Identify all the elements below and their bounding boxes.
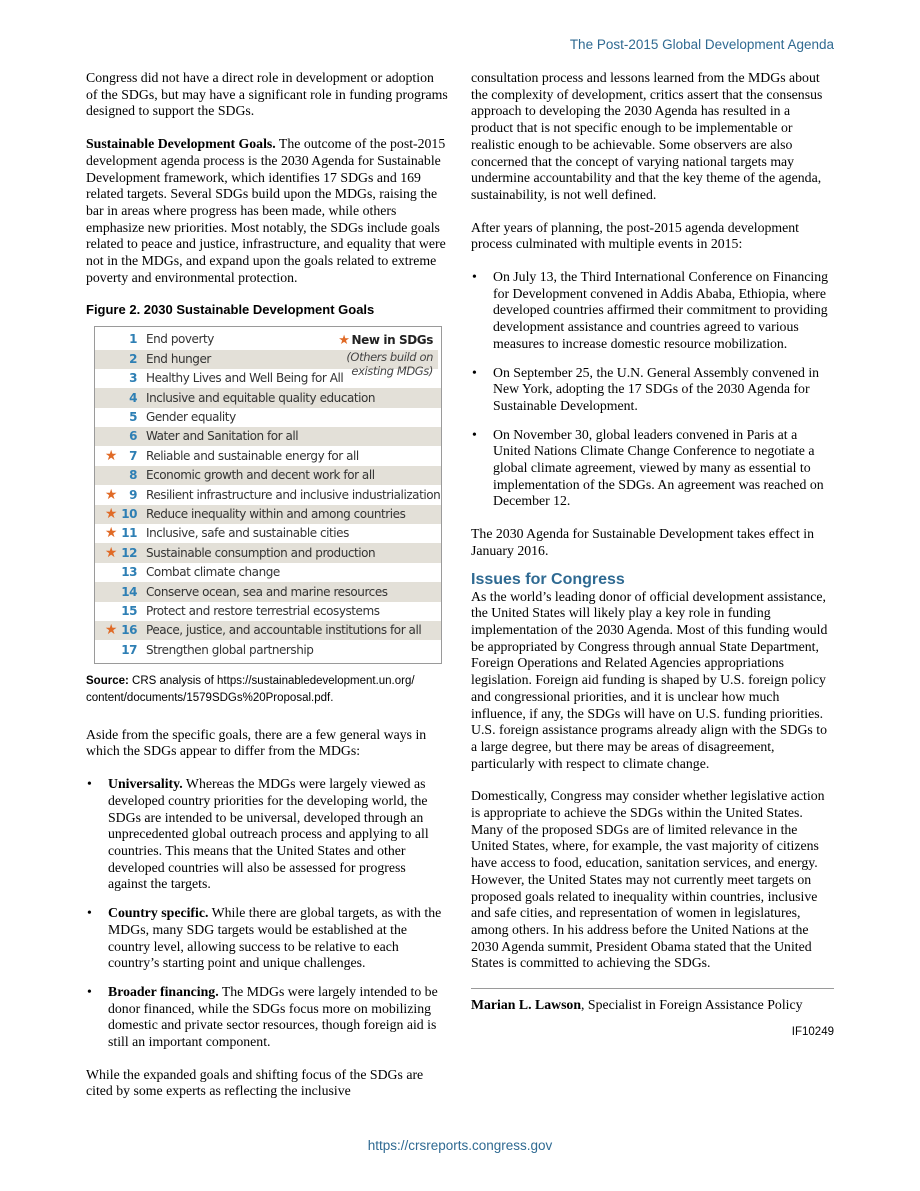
- legend-note-line: existing MDGs): [351, 363, 433, 378]
- goal-number: 14: [121, 584, 137, 599]
- goal-label: Gender equality: [146, 410, 236, 425]
- goal-number: 10: [121, 507, 137, 521]
- sdg-goal-row: [95, 543, 441, 562]
- bullet-dot-icon: •: [87, 983, 92, 999]
- legend-title: [338, 332, 433, 350]
- list-item-text: While there are global targets, as with the MDGs, many SDG targets would be established at the country level, allowing success to be relative to each country’s starting point and unique challenges.: [108, 905, 442, 971]
- section-heading: Issues for Congress: [471, 570, 625, 588]
- source-label: Source:: [86, 674, 129, 687]
- author-name: Marian L. Lawson: [471, 997, 582, 1013]
- goal-label: Sustainable consumption and production: [146, 545, 376, 560]
- goal-number: 16: [121, 623, 137, 638]
- author-line: [471, 997, 834, 1014]
- sdg-paragraph: [86, 136, 448, 286]
- goal-label: Healthy Lives and Well Being for All: [146, 371, 344, 386]
- goal-number: 7: [129, 448, 137, 463]
- critique-paragraph: consultation process and lessons learned from the MDGs about the complexity of development, critics assert that the consensus approach to developing the 2030 Agenda has resulted in a product that is not specific enough to be implementable or realistic enough to be achievable. Some observers are also concerned that the concept of varying national targets may undermine accountability and that the key theme of the agenda, sustainability, is not well defined.: [471, 70, 823, 202]
- events-list: [471, 269, 834, 510]
- sdg-goal-row: [95, 388, 441, 407]
- events-intro-paragraph: After years of planning, the post-2015 agenda development process culminated with multiple events in 2015:: [471, 219, 799, 252]
- star-icon: ★: [104, 447, 117, 464]
- list-item: [471, 427, 834, 511]
- effective-date-paragraph: The 2030 Agenda for Sustainable Development takes effect in January 2016.: [471, 526, 815, 558]
- goal-number: 1: [129, 332, 137, 347]
- goal-label: Inclusive and equitable quality education: [146, 390, 376, 405]
- figure-title: Figure 2. 2030 Sustainable Development Goals: [86, 302, 375, 318]
- bullet-dot-icon: •: [472, 364, 477, 380]
- star-icon: ★: [104, 544, 117, 561]
- sdg-heading-inline: Sustainable Development Goals.: [86, 136, 276, 152]
- star-icon: ★: [104, 506, 117, 522]
- goal-label: End hunger: [146, 351, 211, 366]
- goal-label: Combat climate change: [146, 565, 280, 580]
- list-item: [86, 905, 448, 972]
- figure-source: [86, 673, 448, 707]
- bullet-dot-icon: •: [87, 905, 92, 921]
- goal-number: 8: [129, 468, 137, 483]
- goal-label: Protect and restore terrestrial ecosystems: [146, 603, 380, 618]
- differences-paragraph: Aside from the specific goals, there are a few general ways in which the SDGs appear to differ from the MDGs:: [86, 726, 427, 759]
- closing-paragraph: While the expanded goals and shifting focus of the SDGs are cited by some experts as reflecting the inclusive: [86, 1066, 424, 1099]
- source-text: CRS analysis of https://sustainabledevelopment.un.org/: [128, 674, 415, 687]
- goal-label: Reduce inequality within and among countries: [146, 507, 406, 521]
- star-icon: ★: [338, 333, 350, 349]
- list-item: [86, 984, 448, 1051]
- bullet-dot-icon: •: [472, 426, 477, 442]
- goal-number: 6: [129, 429, 137, 444]
- document-id: IF10249: [791, 1025, 834, 1038]
- goal-label: Water and Sanitation for all: [146, 429, 299, 444]
- sdg-goal-row: [95, 524, 441, 543]
- list-item-title: Broader financing.: [108, 983, 219, 999]
- list-item-text: On July 13, the Third International Conference on Financing for Development convened in Addis Ababa, Ethiopia, where developed countries affirmed their commitment to providing development assistance and countries agreed to various measures to increase domestic resource mobilization.: [493, 269, 829, 351]
- goal-number: 11: [121, 526, 137, 541]
- list-item-text: Whereas the MDGs were largely viewed as developed country priorities for the developing world, the SDGs are intended to be universal, developed through an unprecedented global outreach process and applying to all countries. This means that the United States and other developed countries will also be assessed for progress against the targets.: [108, 776, 429, 892]
- footer-url-link[interactable]: https://crsreports.congress.gov: [367, 1138, 553, 1153]
- goal-number: 5: [129, 410, 137, 425]
- sdg-goal-row: [95, 446, 441, 465]
- author-divider: [471, 988, 834, 989]
- goal-label: End poverty: [146, 332, 214, 347]
- sdg-legend: [338, 332, 433, 378]
- goal-number: 3: [129, 371, 137, 386]
- source-text: content/documents/1579SDGs%20Proposal.pdf.: [86, 691, 334, 704]
- sdg-goal-row: [95, 602, 441, 621]
- goal-rows: [95, 330, 441, 660]
- star-icon: ★: [104, 525, 117, 542]
- list-item: [471, 365, 834, 415]
- sdg-goal-row: [95, 582, 441, 601]
- goal-number: 12: [121, 545, 137, 560]
- star-icon: ★: [104, 486, 117, 503]
- list-item-title: Country specific.: [108, 905, 209, 921]
- list-item-text: The MDGs were largely intended to be donor financed, while the SDGs focus more on mobilizing domestic and private sector resources, though foreign aid is still an important component.: [108, 983, 438, 1050]
- goal-label: Peace, justice, and accountable institutions for all: [146, 623, 422, 638]
- sdg-goal-row: [95, 640, 441, 659]
- author-title: , Specialist in Foreign Assistance Policy: [581, 997, 803, 1013]
- bullet-dot-icon: •: [87, 776, 92, 792]
- goal-label: Reliable and sustainable energy for all: [146, 448, 359, 463]
- star-icon: ★: [104, 622, 117, 639]
- legend-note-line: (Others build on: [346, 349, 433, 364]
- left-column: [86, 70, 448, 1116]
- goal-label: Conserve ocean, sea and marine resources: [146, 584, 388, 599]
- running-header: The Post-2015 Global Development Agenda: [569, 37, 834, 52]
- goal-number: 13: [121, 565, 137, 580]
- goal-label: Resilient infrastructure and inclusive industrialization: [146, 487, 441, 502]
- sdg-goal-row: [95, 466, 441, 485]
- sdg-goal-row: [95, 427, 441, 446]
- sdg-goals-table: [94, 326, 442, 664]
- differences-list: [86, 776, 448, 1051]
- list-item-text: On November 30, global leaders convened in Paris at a United Nations Climate Change Conference to negotiate a global climate agreement, viewed by many as essential to implementation of the SDGs. An agreement was reached on December 12.: [493, 426, 824, 509]
- sdg-paragraph-text: The outcome of the post-2015 development agenda process is the 2030 Agenda for Sustainable Development framework, which identifies 17 SDGs and 169 related targets. Several SDGs build upon the MDGs, raising the bar in areas where progress has been made, while others emphasize new priorities. Most notably, the SDGs include goals related to peace and justice, infrastructure, and equality that were not in the MDGs, and expand upon the goals related to extreme poverty and environmental protection.: [86, 136, 446, 285]
- goal-number: 4: [129, 390, 137, 405]
- sdg-goal-row: [95, 408, 441, 427]
- goal-label: Economic growth and decent work for all: [146, 468, 375, 483]
- goal-label: Strengthen global partnership: [146, 642, 314, 657]
- goal-number: 15: [121, 603, 137, 618]
- sdg-goal-row: [95, 505, 441, 524]
- domestic-paragraph: Domestically, Congress may consider whether legislative action is appropriate to achieve the SDGs within the United States. Many of the proposed SDGs are of limited relevance in the United States, where, for example, the vast majority of citizens have access to food, education, sanitation services, and energy. However, the United States may not currently meet targets on proposed goals related to inequality within countries, inclusive and safe cities, and representation of women in legislatures, among others. In his address before the United Nations at the 2030 Agenda summit, President Obama stated that the United States is committed to achieving the SDGs.: [471, 788, 825, 971]
- goal-number: 2: [129, 351, 137, 366]
- list-item: [471, 269, 834, 353]
- goal-number: 17: [121, 642, 137, 657]
- sdg-goal-row: [95, 621, 441, 640]
- list-item-text: On September 25, the U.N. General Assembly convened in New York, adopting the 17 SDGs of the 2030 Agenda for Sustainable Development.: [493, 364, 820, 413]
- goal-number: 9: [129, 487, 137, 502]
- bullet-dot-icon: •: [472, 269, 477, 285]
- goal-label: Inclusive, safe and sustainable cities: [146, 526, 349, 541]
- issues-paragraph: As the world’s leading donor of official development assistance, the United States will likely play a key role in funding implementation of the 2030 Agenda. Most of this funding would be appropriated by Congress through annual State Department, Foreign Operations and Related Agencies appropriations legislation. Foreign aid funding is shaped by U.S. foreign policy and congressional priorities, and it is unclear how much influence, if any, the SDGs will have on U.S. funding priorities. U.S. foreign assistance programs already align with the SDGs to a large degree, but there may be areas of disagreement, particularly with respect to climate change.: [471, 588, 828, 771]
- legend-title-text: New in SDGs: [351, 333, 433, 348]
- intro-paragraph: Congress did not have a direct role in development or adoption of the SDGs, but may have a significant role in funding programs designed to support the SDGs.: [86, 70, 448, 119]
- list-item-title: Universality.: [108, 776, 183, 792]
- list-item: [86, 776, 448, 893]
- sdg-goal-row: [95, 563, 441, 582]
- right-column: [471, 70, 834, 1040]
- sdg-goal-row: [95, 485, 441, 504]
